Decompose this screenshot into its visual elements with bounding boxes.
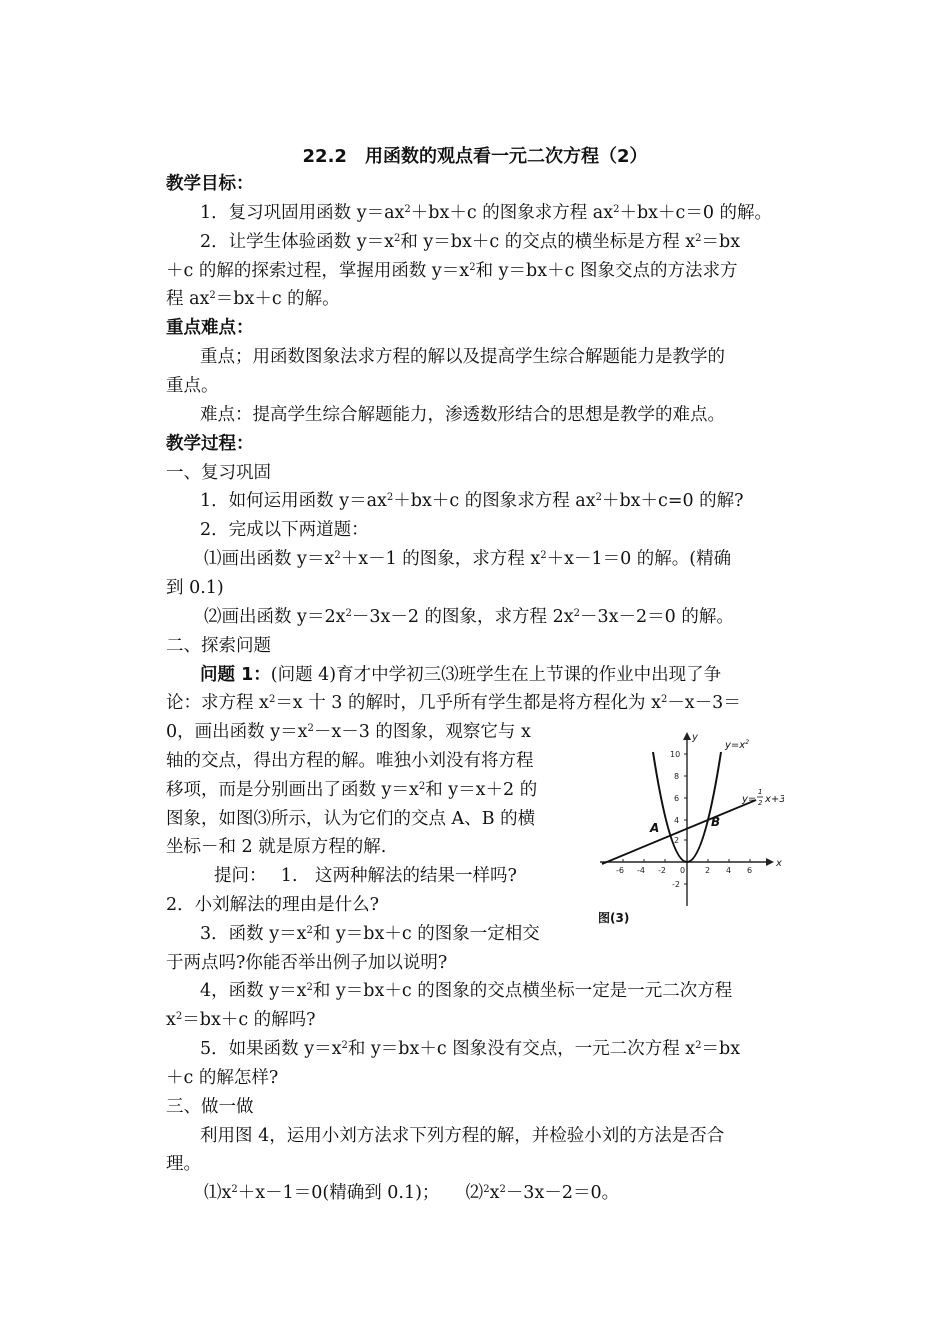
x-tick-neg2: -2 (658, 866, 666, 875)
doit-task: 利用图 4，运用小刘方法求下列方程的解，并检验小刘的方法是否合 (200, 1126, 725, 1146)
origin-label: 0 (680, 866, 686, 875)
review-heading: 一、复习巩固 (166, 463, 271, 483)
x-tick-neg6: -6 (616, 866, 624, 875)
x-tick-2: 2 (705, 866, 711, 875)
question-5-line-2: ＋c 的解怎样? (166, 1068, 279, 1088)
parabola-label: $y=x^2$ (725, 739, 750, 751)
question-1: 提问： 1. 这两种解法的结果一样吗? (214, 866, 517, 886)
x-axis-label: x (776, 858, 782, 869)
y-tick-neg2: -2 (672, 880, 680, 889)
review-q1: 1．如何运用函数 $y=ax^2+bx+c$ 的图象求方程 $ax^2+bx+c=0$ 的解? (200, 491, 744, 511)
problem-1-line-3: 0，画出函数 $y=x^2-x-3$ 的图象，观察它与 x (166, 722, 531, 742)
svg-text:y=: y= (742, 794, 757, 805)
goal-2-line-3: 程 $ax^2=bx+c$ 的解。 (166, 289, 340, 309)
function-graph (592, 726, 784, 926)
question-4-line-2: $x^2=bx+c$ 的解吗? (166, 1010, 316, 1030)
exercise-1: ⑴画出函数 $y=x^2+x-1$ 的图象，求方程 $x^2+x-1=0$ 的解。(精确 (204, 549, 732, 569)
y-tick-2: 2 (674, 836, 680, 845)
problem-1: 问题 1：(问题 4)育才中学初三⑶班学生在上节课的作业中出现了争 (200, 665, 722, 685)
figure-3 (592, 726, 784, 926)
svg-text:1: 1 (758, 788, 763, 796)
doit-task-line-2: 理。 (166, 1154, 201, 1174)
question-3-line-2: 于两点吗?你能否举出例子加以说明? (166, 953, 448, 973)
question-5: 5．如果函数 $y=x^2$和 y＝bx＋c 图象没有交点，一元二次方程 $x^2=bx$ (200, 1039, 741, 1059)
process-heading: 教学过程： (166, 434, 254, 454)
problem-1-line-6: 图象，如图⑶所示，认为它们的交点 A、B 的横 (166, 809, 536, 829)
y-tick-10: 10 (670, 750, 681, 759)
y-tick-4: 4 (674, 816, 680, 825)
problem-1-line-5: 移项，而是分别画出了函数 $y=x^2$和 y＝x＋2 的 (166, 780, 538, 800)
line-label (741, 788, 784, 807)
x-tick-4: 4 (726, 866, 732, 875)
exercise-2: ⑵画出函数 $y=2x^2-3x-2$ 的图象，求方程 $2x^2-3x-2=0$ 的解。 (204, 607, 734, 627)
key-point-line-2: 重点。 (166, 376, 219, 396)
x-tick-neg4: -4 (637, 866, 645, 875)
key-heading: 重点难点： (166, 318, 254, 338)
y-axis-arrow (683, 732, 691, 740)
goal-2-line-2: ＋c 的解的探索过程，掌握用函数 $y=x^2$和 y＝bx＋c 图象交点的方法求方 (166, 261, 738, 281)
goals-heading: 教学目标： (166, 174, 254, 194)
x-tick-6: 6 (747, 866, 753, 875)
y-tick-8: 8 (674, 772, 680, 781)
problem-1-line-2: 论：求方程 $x^2=x$ 十 3 的解时，几乎所有学生都是将方程化为 $x^2-x-3=$ (166, 693, 741, 713)
goal-2: 2．让学生体验函数 $y=x^2$和 y＝bx＋c 的交点的横坐标是方程 $x^2=bx$ (200, 232, 741, 252)
review-q2: 2．完成以下两道题： (200, 520, 369, 540)
y-tick-6: 6 (674, 794, 680, 803)
question-3: 3．函数 $y=x^2$和 y＝bx＋c 的图象一定相交 (200, 924, 540, 944)
question-2: 2．小刘解法的理由是什么? (166, 895, 380, 915)
doit-heading: 三、做一做 (166, 1097, 254, 1117)
exercise-1-line-2: 到 0.1) (166, 578, 224, 598)
doit-equations: $⑴x^2+x-1=0$(精确到 0.1)； $⑵^2x^2-3x-2=0$。 (204, 1183, 620, 1203)
explore-heading: 二、探索问题 (166, 636, 271, 656)
svg-text:2: 2 (758, 799, 763, 807)
y-axis-label: y (692, 732, 698, 743)
problem-1-line-7: 坐标－和 2 就是原方程的解. (166, 837, 387, 857)
figure-caption: 图(3) (598, 911, 630, 925)
question-4: 4，函数 $y=x^2$和 y＝bx＋c 的图象的交点横坐标一定是一元二次方程 (200, 981, 733, 1001)
point-a-label: A (650, 821, 660, 835)
point-b-label: B (711, 815, 721, 829)
problem-1-line-4: 轴的交点，得出方程的解。唯独小刘没有将方程 (166, 751, 534, 771)
svg-text:x+3: x+3 (765, 794, 784, 805)
difficult-point: 难点：提高学生综合解题能力，渗透数形结合的思想是教学的难点。 (200, 405, 725, 425)
page-title: 22.2 用函数的观点看一元二次方程（2） (302, 146, 648, 167)
goal-1: 1．复习巩固用函数 $y=ax^2+bx+c$ 的图象求方程 $ax^2+bx+c=0$ 的解。 (200, 203, 773, 223)
key-point: 重点；用函数图象法求方程的解以及提高学生综合解题能力是教学的 (200, 347, 725, 367)
x-axis-arrow (766, 858, 774, 866)
